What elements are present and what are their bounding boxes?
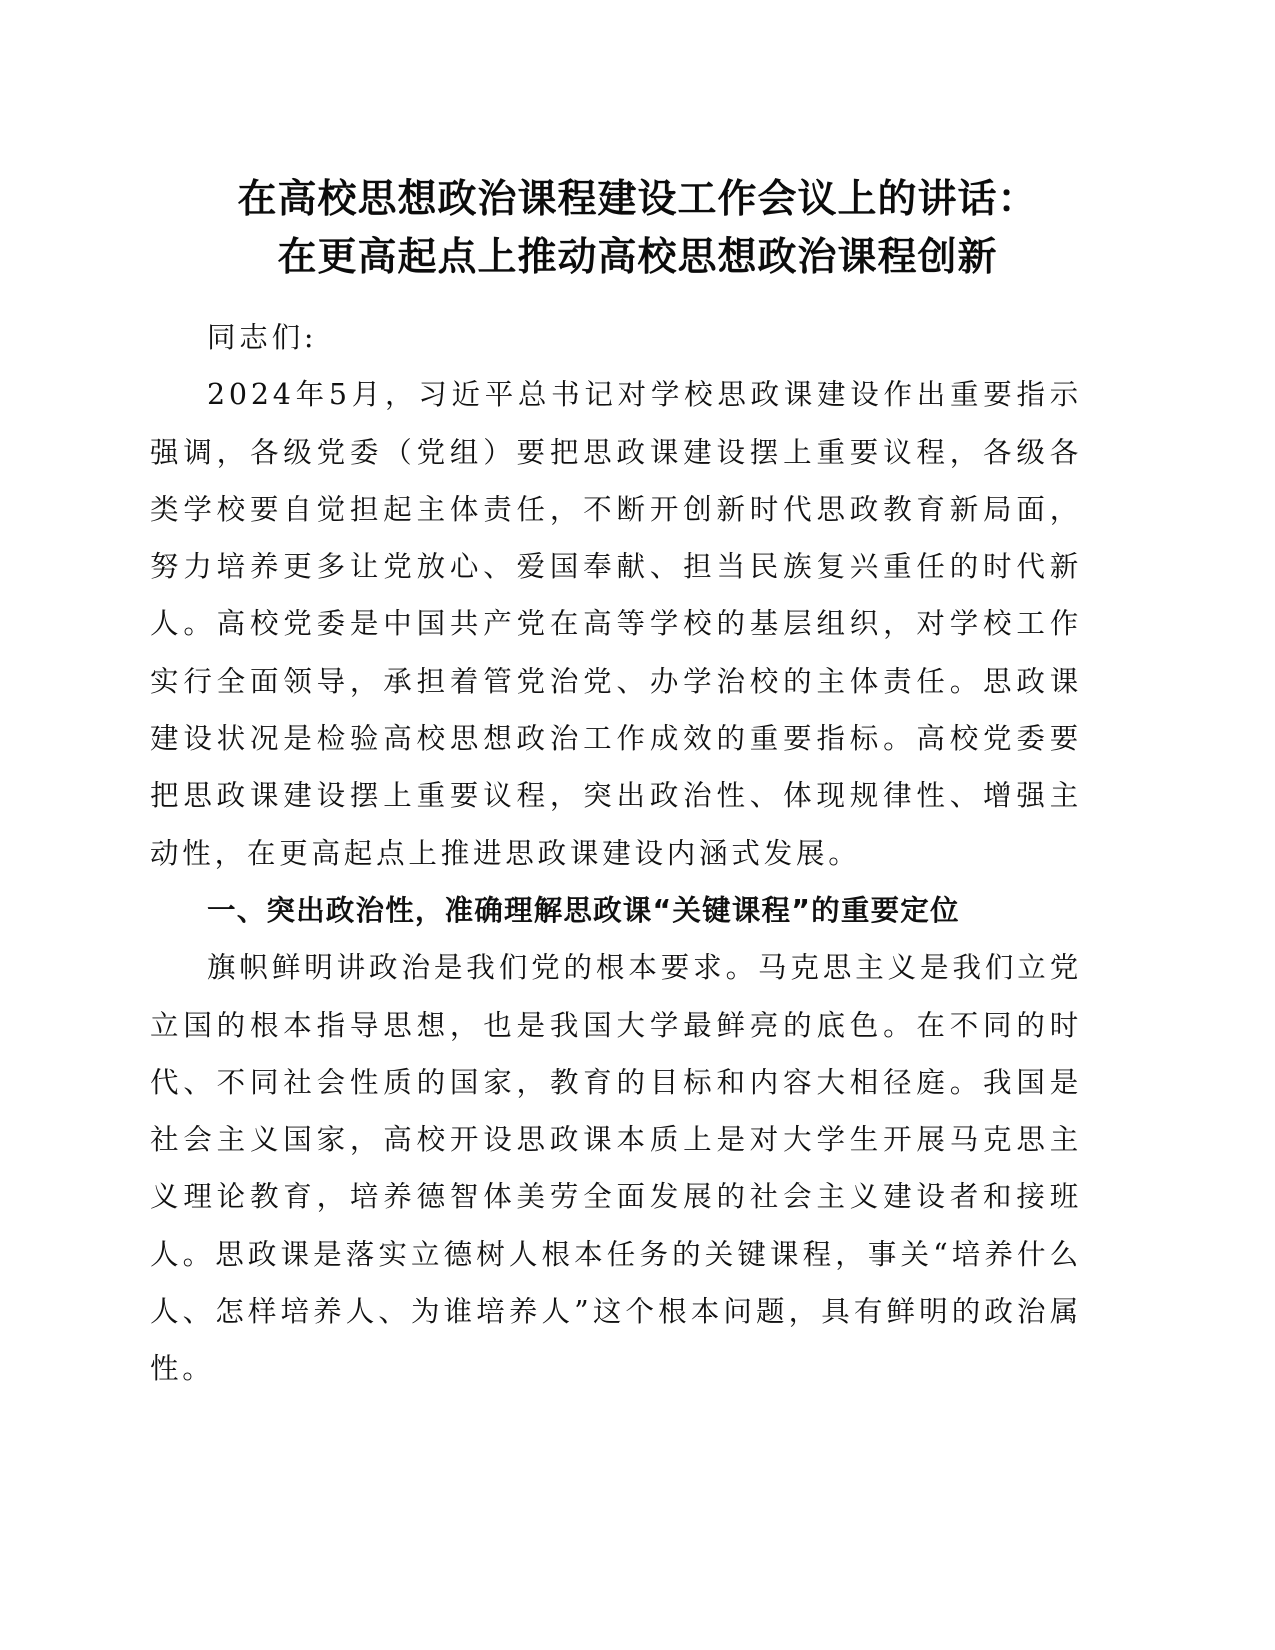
paragraph-intro: 2024年5月，习近平总书记对学校思政课建设作出重要指示强调，各级党委（党组）要把思政课建设摆上重要议程，各级各类学校要自觉担起主体责任，不断开创新时代思政教育新局面，努力培养更多让党放心、爱国奉献、担当民族复兴重任的时代新人。高校党委是中国共产党在高等学校的基层组织，对学校工作实行全面领导，承担着管党治党、办学治校的主体责任。思政课建设状况是检验高校思想政治工作成效的重要指标。高校党委要把思政课建设摆上重要议程，突出政治性、体现规律性、增强主动性，在更高起点上推进思政课建设内涵式发展。 (150, 378, 1082, 870)
title-line-1: 在高校思想政治课程建设工作会议上的讲话： (237, 176, 1038, 222)
document-title (150, 170, 1125, 286)
section-heading-1: 一、突出政治性，准确理解思政课“关键课程”的重要定位 (207, 893, 960, 927)
document-body (150, 309, 1082, 1398)
paragraph-section-1: 旗帜鲜明讲政治是我们党的根本要求。马克思主义是我们立党立国的根本指导思想，也是我国大学最鲜亮的底色。在不同的时代、不同社会性质的国家，教育的目标和内容大相径庭。我国是社会主义国家，高校开设思政课本质上是对大学生开展马克思主义理论教育，培养德智体美劳全面发展的社会主义建设者和接班人。思政课是落实立德树人根本任务的关键课程，事关“培养什么人、怎样培养人、为谁培养人”这个根本问题，具有鲜明的政治属性。 (150, 951, 1082, 1386)
salutation: 同志们: (207, 321, 318, 354)
title-line-2: 在更高起点上推动高校思想政治课程创新 (277, 234, 998, 280)
